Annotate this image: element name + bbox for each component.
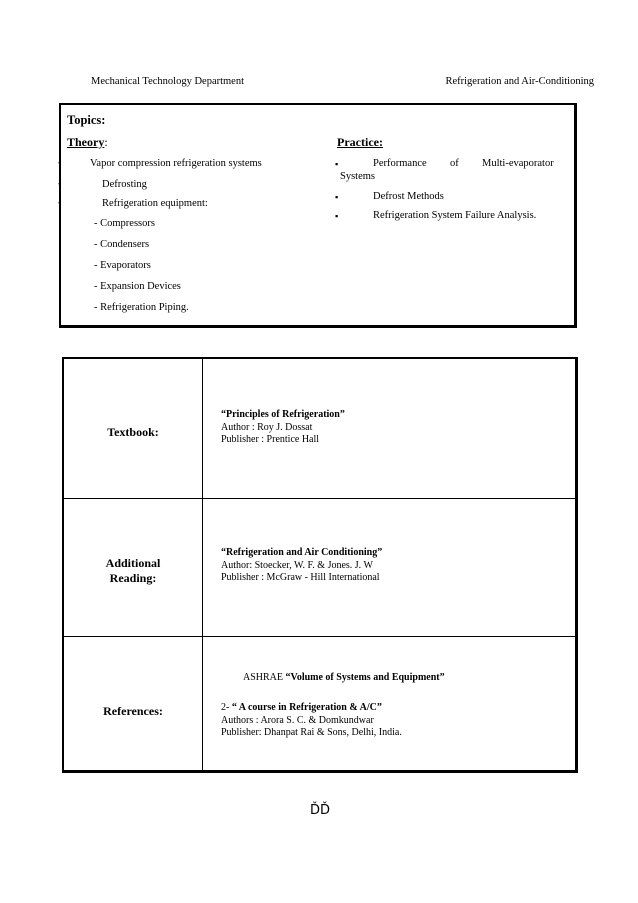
ref2-publisher: Publisher: Dhanpat Rai & Sons, Delhi, India. — [221, 727, 402, 738]
ref2-prefix: 2- — [221, 702, 232, 713]
reference-1 — [243, 672, 445, 685]
ref1-prefix: ASHRAE — [243, 672, 286, 683]
practice-item-word: Performance — [373, 158, 427, 169]
practice-item: Refrigeration System Failure Analysis. — [373, 210, 537, 221]
textbook-publisher: Publisher : Prentice Hall — [221, 434, 320, 445]
table-row-references — [64, 636, 575, 773]
sub-item: - Condensers — [94, 239, 150, 250]
additional-author: Author: Stoecker, W. F. & Jones. J. W — [221, 559, 373, 571]
ref1-title: “Volume of Systems and Equipment” — [285, 672, 445, 683]
practice-item-word: of — [450, 158, 459, 169]
square-bullet-icon: ▪ — [335, 159, 339, 169]
theory-item: Defrosting — [102, 179, 147, 190]
textbook-label: Textbook: — [107, 425, 159, 439]
theory-colon: : — [104, 135, 108, 149]
bullet-icon: • — [58, 179, 62, 189]
references-table — [62, 357, 578, 773]
square-bullet-icon: ▪ — [335, 192, 339, 202]
additional-title: “Refrigeration and Air Conditioning” — [221, 547, 383, 558]
additional-content — [221, 547, 382, 585]
page-number: ĎĎ — [310, 803, 331, 818]
sub-item: - Refrigeration Piping. — [94, 302, 189, 313]
theory-label-text: Theory — [67, 135, 105, 149]
theory-label — [67, 135, 108, 150]
ref2-title: “ A course in Refrigeration & A/C” — [231, 702, 382, 713]
practice-item-word: Multi-evaporator — [482, 158, 554, 169]
theory-item: Refrigeration equipment: — [102, 198, 208, 209]
topics-box — [59, 103, 577, 328]
textbook-content — [221, 409, 345, 447]
practice-item-cont: Systems — [340, 171, 376, 182]
sub-item: - Expansion Devices — [94, 281, 181, 292]
header-right: Refrigeration and Air-Conditioning — [445, 76, 594, 87]
square-bullet-icon: ▪ — [335, 211, 339, 221]
textbook-author: Author : Roy J. Dossat — [221, 421, 313, 433]
textbook-title: “Principles of Refrigeration” — [221, 409, 345, 420]
topics-title: Topics: — [67, 113, 106, 127]
sub-item: - Evaporators — [94, 260, 151, 271]
sub-item: - Compressors — [94, 218, 155, 229]
references-label: References: — [103, 704, 163, 718]
theory-item: Vapor compression refrigeration systems — [90, 158, 262, 169]
practice-item: Defrost Methods — [373, 191, 444, 202]
reference-2 — [221, 702, 402, 740]
table-row-additional — [64, 498, 575, 637]
bullet-icon: • — [58, 198, 62, 208]
bullet-icon: • — [58, 158, 62, 168]
practice-label: Practice: — [337, 135, 383, 149]
additional-label-line2: Reading: — [109, 571, 157, 585]
additional-label-line1: Additional — [105, 556, 161, 570]
header-left: Mechanical Technology Department — [91, 76, 245, 87]
additional-publisher: Publisher : McGraw - Hill International — [221, 572, 380, 583]
ref2-authors: Authors : Arora S. C. & Domkundwar — [221, 714, 374, 726]
table-row-textbook — [64, 359, 575, 499]
additional-label — [64, 556, 202, 586]
